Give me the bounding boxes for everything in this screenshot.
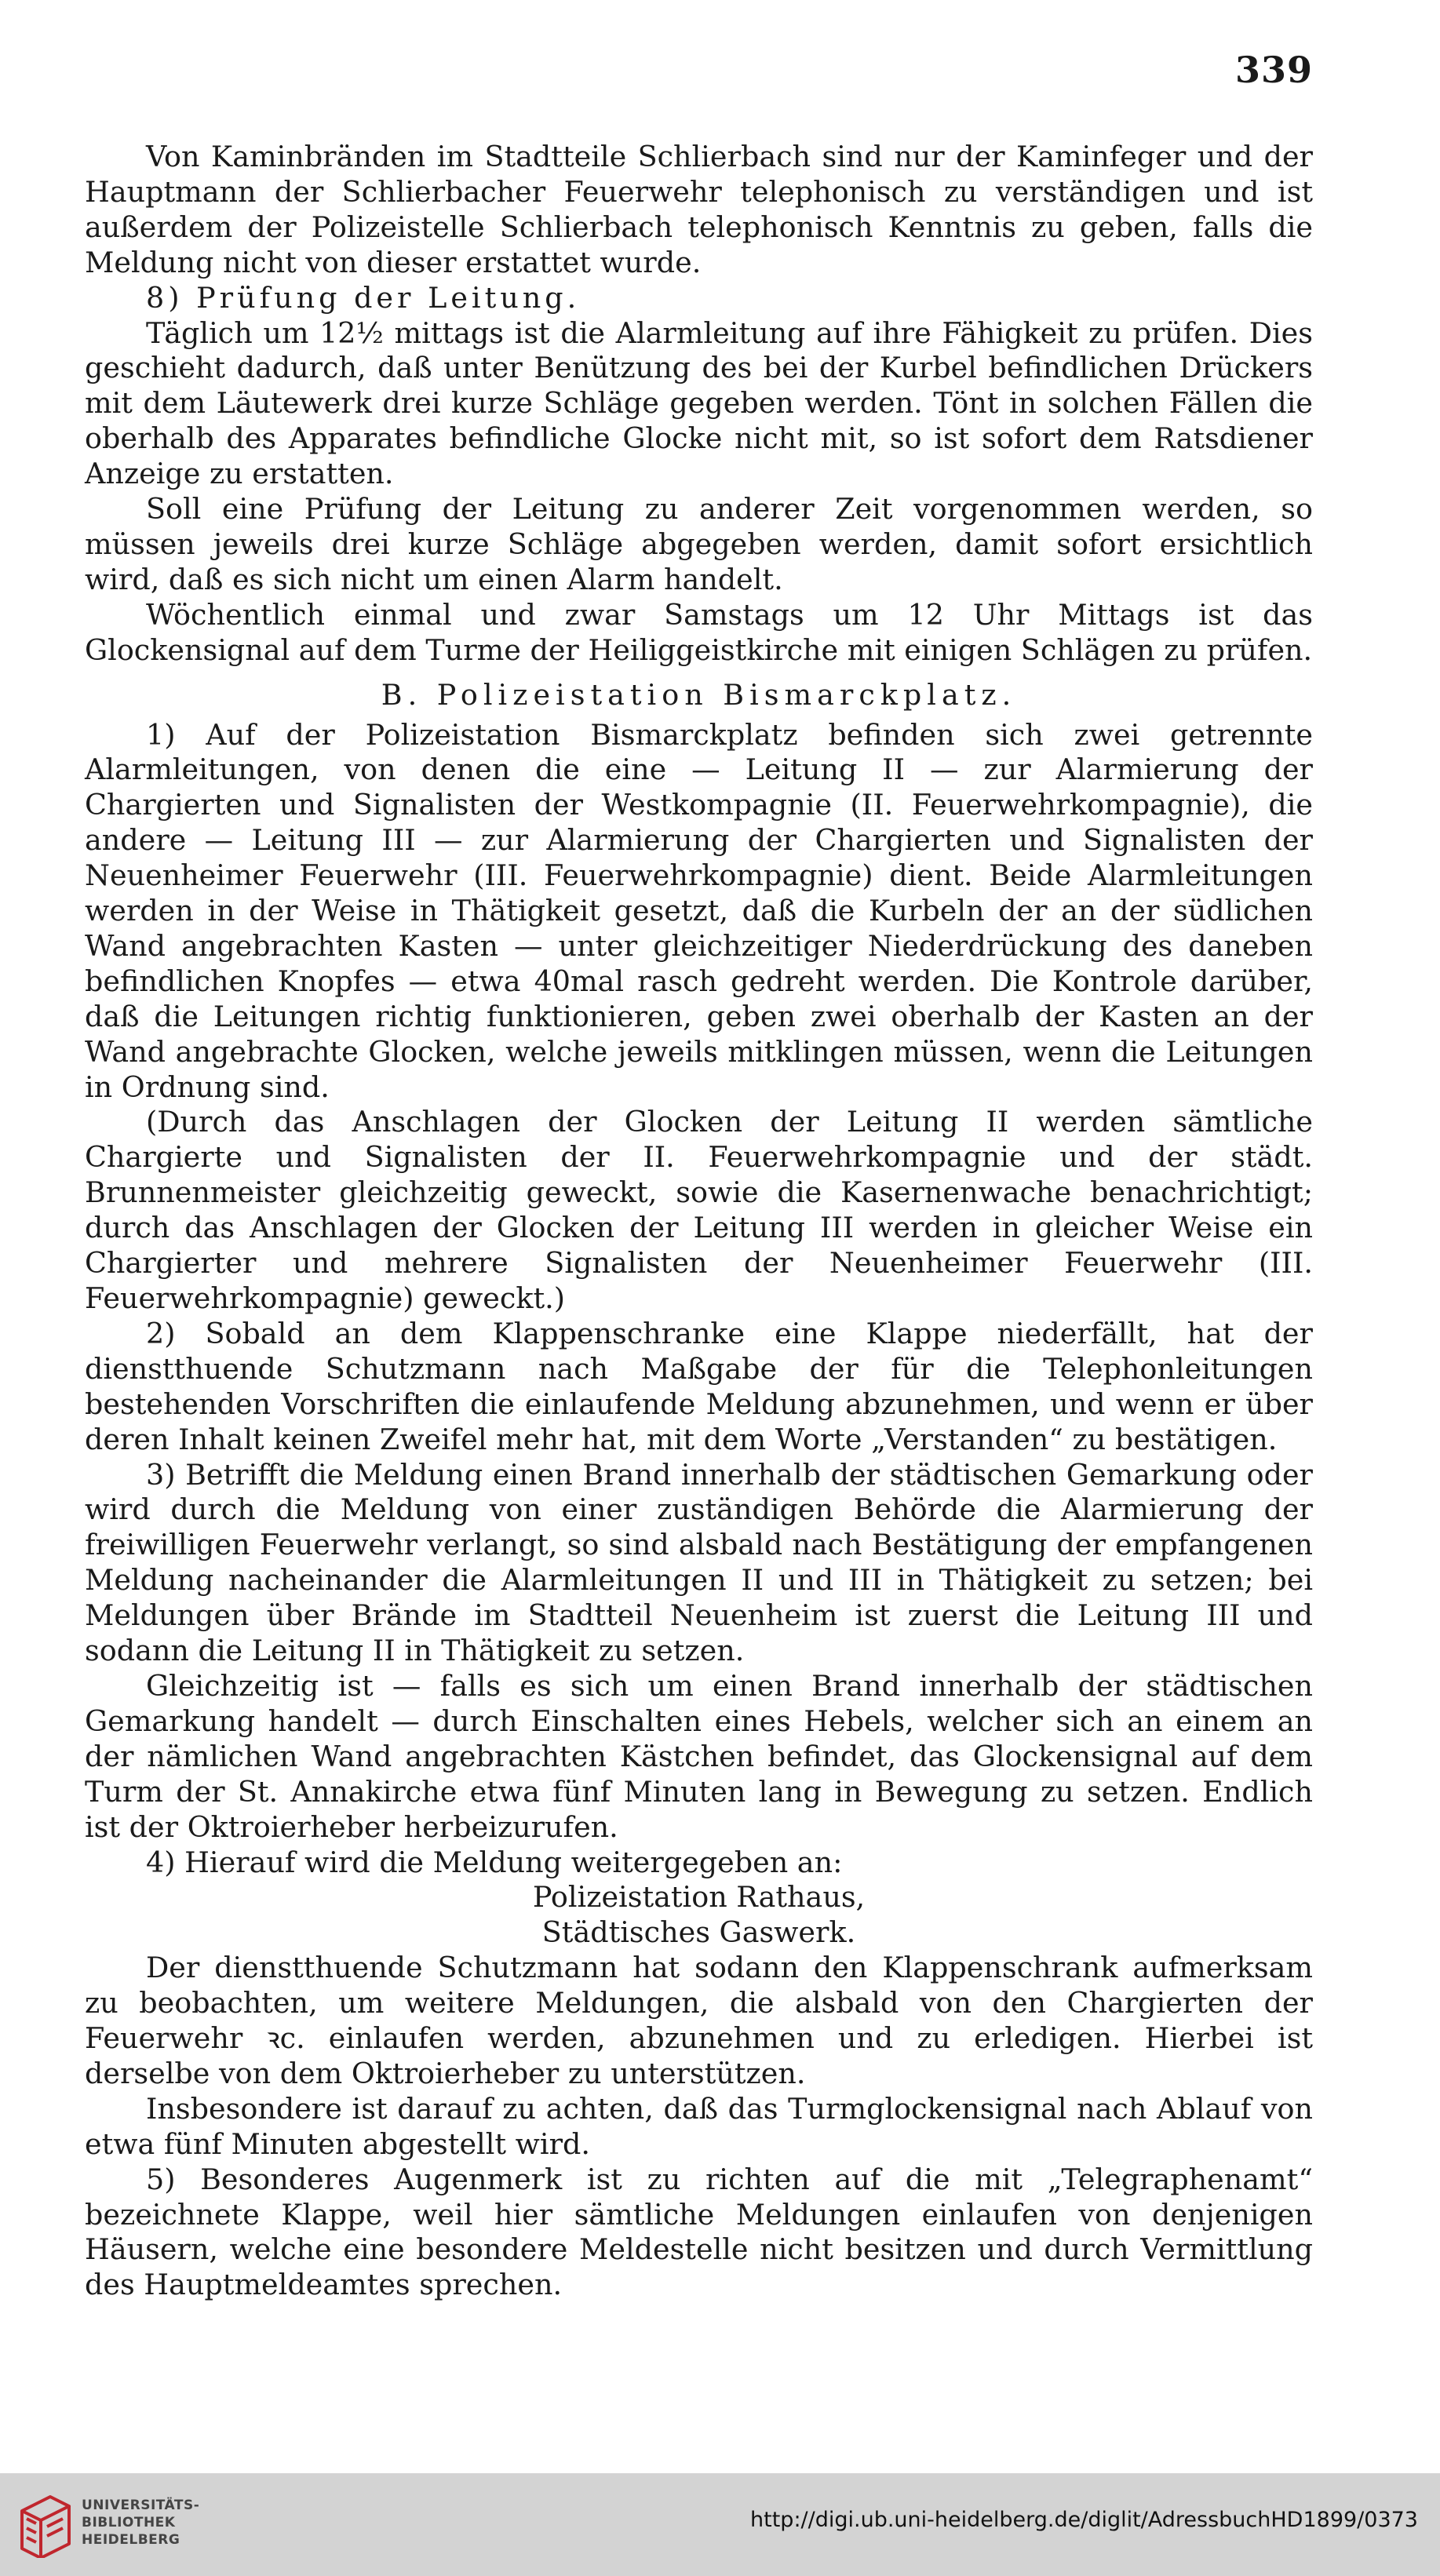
university-library-logo-icon [16,2490,75,2558]
paragraph: Von Kaminbränden im Stadtteile Schlierbach sind nur der Kaminfeger und der Hauptmann der Schlierbacher Feuerwehr telephonisch zu verständigen und ist außerdem der Polizeistelle Schlierbach telephonisch Kenntnis zu geben, falls die Meldung nicht von dieser erstattet wurde. [85,140,1313,279]
source-url-link[interactable]: http://digi.ub.uni-heidelberg.de/diglit/AdressbuchHD1899/0373 [750,2508,1418,2532]
page-number: 339 [1234,49,1313,91]
paragraph: Insbesondere ist darauf zu achten, daß das Turmglockensignal nach Ablauf von etwa fünf Minuten abgestellt wird. [85,2091,1313,2161]
paragraph: Wöchentlich einmal und zwar Samstags um 12 Uhr Mittags ist das Glockensignal auf dem Turme der Heiliggeistkirche mit einigen Schlägen zu prüfen. [85,597,1313,667]
paragraph: 2) Sobald an dem Klappenschranke eine Klappe niederfällt, hat der dienstthuende Schutzmann nach Maßgabe der für die Telephonleitungen bestehenden Vorschriften die einlaufende Meldung abzunehmen, und wenn er über deren Inhalt keinen Zweifel mehr hat, mit dem Worte „Verstanden“ zu bestätigen. [85,1316,1313,1456]
paragraph: 1) Auf der Polizeistation Bismarckplatz befinden sich zwei getrennte Alarmleitungen, von denen die eine — Leitung II — zur Alarmierung der Chargierten und Signalisten der Westkompagnie (II. Feuerwehrkompagnie), die andere — Leitung III — zur Alarmierung der Chargierten und Signalisten der Neuenheimer Feuerwehr (III. Feuerwehrkompagnie) dient. Beide Alarmleitungen werden in der Weise in Thätigkeit gesetzt, daß die Kurbeln der an der südlichen Wand angebrachten Kasten — unter gleichzeitiger Niederdrückung des daneben befindlichen Knopfes — etwa 40mal rasch gedreht werden. Die Kontrole darüber, daß die Leitungen richtig funktionieren, geben zwei oberhalb der Kasten an der Wand angebrachte Glocken, welche jeweils mitklingen müssen, wenn die Leitungen in Ordnung sind. [85,717,1313,1104]
library-name-line: UNIVERSITÄTS- [82,2498,200,2513]
paragraph: 3) Betrifft die Meldung einen Brand innerhalb der städtischen Gemarkung oder wird durch die Meldung von einer zuständigen Behörde die Alarmierung der freiwilligen Feuerwehr verlangt, so sind alsbald nach Bestätigung der empfangenen Meldung nacheinander die Alarmleitungen II und III in Thätigkeit zu setzen; bei Meldungen über Brände im Stadtteil Neuenheim ist zuerst die Leitung III und sodann die Leitung II in Thätigkeit zu setzen. [85,1457,1313,1668]
body-text [85,140,1313,2303]
section-heading-8: 8) Prüfung der Leitung. [146,280,581,315]
paragraph: Gleichzeitig ist — falls es sich um einen Brand innerhalb der städtischen Gemarkung handelt — durch Einschalten eines Hebels, welcher sich an einem an der nämlichen Wand angebrachten Kästchen befindet, das Glockensignal auf dem Turm der St. Annakirche etwa fünf Minuten lang in Bewegung zu setzen. Endlich ist der Oktroierheber herbeizurufen. [85,1668,1313,1844]
paragraph: 4) Hierauf wird die Meldung weitergegeben an: [146,1845,843,1879]
paragraph: (Durch das Anschlagen der Glocken der Leitung II werden sämtliche Chargierte und Signalisten der II. Feuerwehrkompagnie und der städt. Brunnenmeister gleichzeitig geweckt, sowie die Kasernenwache benachrichtigt; durch das Anschlagen der Glocken der Leitung III werden in gleicher Weise ein Chargierter und mehrere Signalisten der Neuenheimer Feuerwehr (III. Feuerwehrkompagnie) geweckt.) [85,1105,1313,1315]
library-name-line: BIBLIOTHEK [82,2515,176,2530]
recipient-line: Polizeistation Rathaus, [532,1880,866,1915]
library-name-line: HEIDELBERG [82,2532,180,2548]
footer-bar [0,2473,1440,2576]
paragraph: Der dienstthuende Schutzmann hat sodann den Klappenschrank aufmerksam zu beobachten, um weitere Meldungen, die alsbald von den Chargierten der Feuerwehr ꝛc. einlaufen werden, abzunehmen und zu erledigen. Hierbei ist derselbe von dem Oktroierheber zu unterstützen. [85,1951,1313,2090]
paragraph: Soll eine Prüfung der Leitung zu anderer Zeit vorgenommen werden, so müssen jeweils drei kurze Schläge abgegeben werden, damit sofort ersichtlich wird, daß es sich nicht um einen Alarm handelt. [85,492,1313,596]
paragraph: 5) Besonderes Augenmerk ist zu richten auf die mit „Telegraphenamt“ bezeichnete Klappe, weil hier sämtliche Meldungen einlaufen von denjenigen Häusern, welche eine besondere Meldestelle nicht besitzen und durch Vermittlung des Hauptmeldeamtes sprechen. [85,2162,1313,2302]
section-heading-b: B. Polizeistation Bismarckplatz. [381,677,1017,712]
recipient-line: Städtisches Gaswerk. [541,1915,856,1950]
library-name [82,2497,199,2549]
paragraph: Täglich um 12½ mittags ist die Alarmleitung auf ihre Fähigkeit zu prüfen. Dies geschieht dadurch, daß unter Benützung des bei der Kurbel befindlichen Drückers mit dem Läutewerk drei kurze Schläge gegeben werden. Tönt in solchen Fällen die oberhalb des Apparates befindliche Glocke nicht mit, so ist sofort dem Ratsdiener Anzeige zu erstatten. [85,315,1313,491]
